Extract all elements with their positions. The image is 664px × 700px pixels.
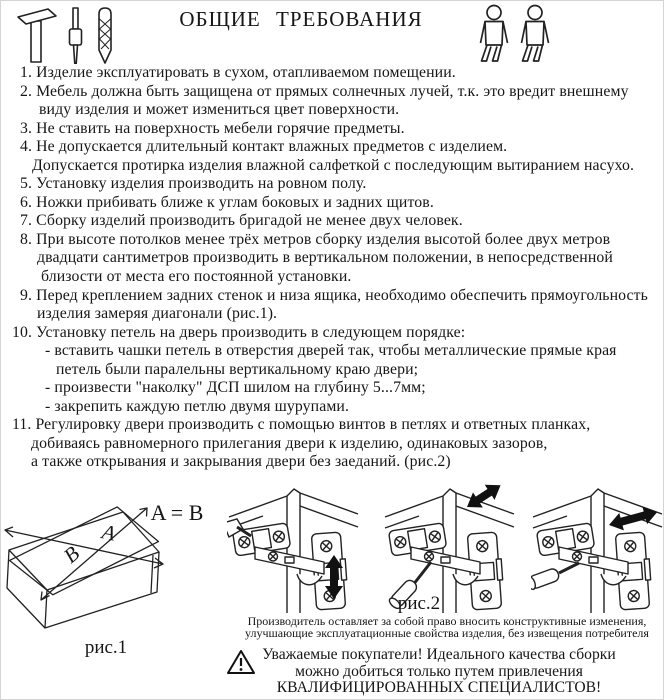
requirement-line: 5. Установку изделия производить на ровном полу. bbox=[20, 175, 367, 193]
requirement-line: 4. Не допускается длительный контакт влажных предметов с изделием. bbox=[20, 138, 508, 156]
two-persons-icon bbox=[477, 4, 557, 62]
requirement-line: а также открывания и закрывания двери без заеданий. (рис.2) bbox=[31, 453, 451, 471]
manufacturer-note-line: Производитель оставляет за собой право вносить конструктивные изменения, bbox=[247, 614, 647, 628]
requirement-line: близости от места его постоянной установки. bbox=[41, 268, 352, 286]
awl-icon bbox=[70, 8, 82, 64]
hinge-diagram-horizontal bbox=[531, 475, 663, 613]
requirement-line: - произвести "наколку" ДСП шилом на глубину 5...7мм; bbox=[45, 379, 426, 397]
tools-icon bbox=[13, 4, 143, 64]
hinge-diagram-vertical bbox=[227, 475, 359, 613]
file-icon bbox=[99, 8, 111, 63]
requirement-line: двадцати сантиметров производить в вертикальном положении, в непосредственной bbox=[37, 249, 613, 267]
requirement-line: 7. Сборку изделий производить бригадой не менее двух человек. bbox=[20, 212, 463, 230]
requirement-line: 11. Регулировку двери производить с помощью винтов в петлях и ответных планках, bbox=[12, 416, 591, 434]
requirement-line: - вставить чашки петель в отверстия дверей так, чтобы металлические прямые края bbox=[45, 342, 617, 360]
fig1-caption: рис.1 bbox=[84, 637, 128, 658]
warning-line: можно добиться только путем привлечения bbox=[295, 662, 583, 680]
requirement-line: Допускается протирка изделия влажной салфеткой с последующим вытиранием насухо. bbox=[32, 156, 635, 174]
screwdriver-icon bbox=[531, 563, 579, 590]
warning-line: Уважаемые покупатели! Идеального качества сборки bbox=[262, 646, 616, 663]
horizontal-adjust-arrow bbox=[607, 503, 660, 533]
page-title: ОБЩИЕ ТРЕБОВАНИЯ bbox=[179, 7, 423, 31]
requirement-line: 8. При высоте потолков менее трёх метров сборку изделия высотой более двух метров bbox=[20, 230, 611, 248]
warning-line: КВАЛИФИЦИРОВАННЫХ СПЕЦИАЛИСТОВ! bbox=[276, 679, 602, 697]
fig1-equality-label: A = B bbox=[150, 500, 204, 525]
manufacturer-note bbox=[231, 616, 663, 640]
requirement-line: - закрепить каждую петлю двумя шурупами. bbox=[45, 397, 350, 415]
requirement-line: 10. Установку петель на дверь производить в следующем порядке: bbox=[12, 323, 466, 341]
requirement-line: виду изделия и может измениться цвет поверхности. bbox=[39, 101, 400, 119]
requirement-line: 1. Изделие эксплуатировать в сухом, отапливаемом помещении. bbox=[20, 64, 456, 81]
manufacturer-note-line: улучшающие эксплуатационные свойства изделия, без извещения потребителя bbox=[245, 625, 649, 640]
warning-message bbox=[245, 647, 633, 697]
diagonal-a-label: A bbox=[99, 519, 118, 546]
requirements-list bbox=[1, 64, 664, 472]
fig1-box-diagram bbox=[3, 488, 221, 640]
requirement-line: петель были паралельны вертикальному краю двери; bbox=[56, 360, 419, 378]
diagonal-b-label: B bbox=[58, 541, 85, 568]
fig2-caption: рис.2 bbox=[397, 593, 441, 614]
requirement-line: 9. Перед креплением задних стенок и низа ящика, необходимо обеспечить прямоугольность bbox=[20, 286, 648, 304]
requirement-line: 6. Ножки прибивать ближе к углам боковых и задних щитов. bbox=[20, 193, 434, 211]
person-icon bbox=[481, 6, 508, 62]
requirement-line: 2. Мебель должна быть защищена от прямых солнечных лучей, т.к. это вредит внешнему bbox=[20, 82, 629, 100]
requirement-line: добиваясь равномерного прилегания двери к изделию, одинаковых зазоров, bbox=[31, 434, 548, 452]
hammer-icon bbox=[18, 9, 56, 62]
requirement-line: 3. Не ставить на поверхность мебели горячие предметы. bbox=[20, 119, 405, 137]
person-icon bbox=[522, 6, 549, 62]
requirement-line: изделия замеряя диагонали (рис.1). bbox=[37, 305, 278, 323]
